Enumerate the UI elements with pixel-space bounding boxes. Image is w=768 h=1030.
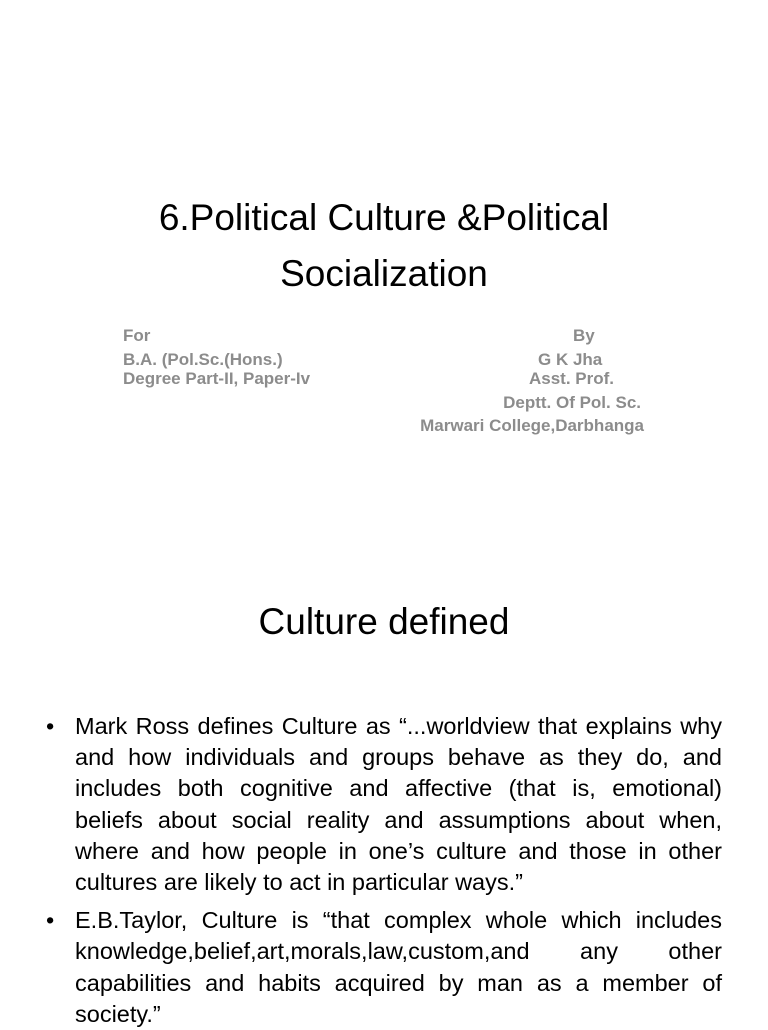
author-college: Marwari College,Darbhanga xyxy=(420,416,644,435)
content-slide xyxy=(0,576,768,1027)
by-label: By xyxy=(573,326,595,345)
bullet-list xyxy=(0,711,768,1030)
author-name: G K Jha xyxy=(538,350,603,369)
author-department: Deptt. Of Pol. Sc. xyxy=(503,393,641,412)
bullet-text: E.B.Taylor, Culture is “that complex whole which includes knowledge,belief,art,morals,law,custom,and any other capabilities and habits acquired by man as a member of society.” xyxy=(75,907,722,1027)
bullet-icon: • xyxy=(46,907,55,934)
author-title: Asst. Prof. xyxy=(529,369,615,388)
for-label: For xyxy=(123,326,151,345)
slide-title: Culture defined xyxy=(258,601,510,642)
bullet-text: Mark Ross defines Culture as “...worldview that explains why and how individuals and groups behave as they do, and includes both cognitive and affective (that is, emotional) beliefs about social reality and assumptions about when, where and how people in one’s culture and those in other cultures are likely to act in particular ways.” xyxy=(75,713,722,896)
bullet-icon: • xyxy=(46,713,55,739)
paper-line: Degree Part-II, Paper-Iv xyxy=(123,369,311,388)
bullet-item xyxy=(0,905,768,1030)
course-line: B.A. (Pol.Sc.(Hons.) xyxy=(123,350,283,369)
bullet-item xyxy=(0,711,768,898)
slide-title: 6.Political Culture &Political Socialization xyxy=(158,197,610,294)
